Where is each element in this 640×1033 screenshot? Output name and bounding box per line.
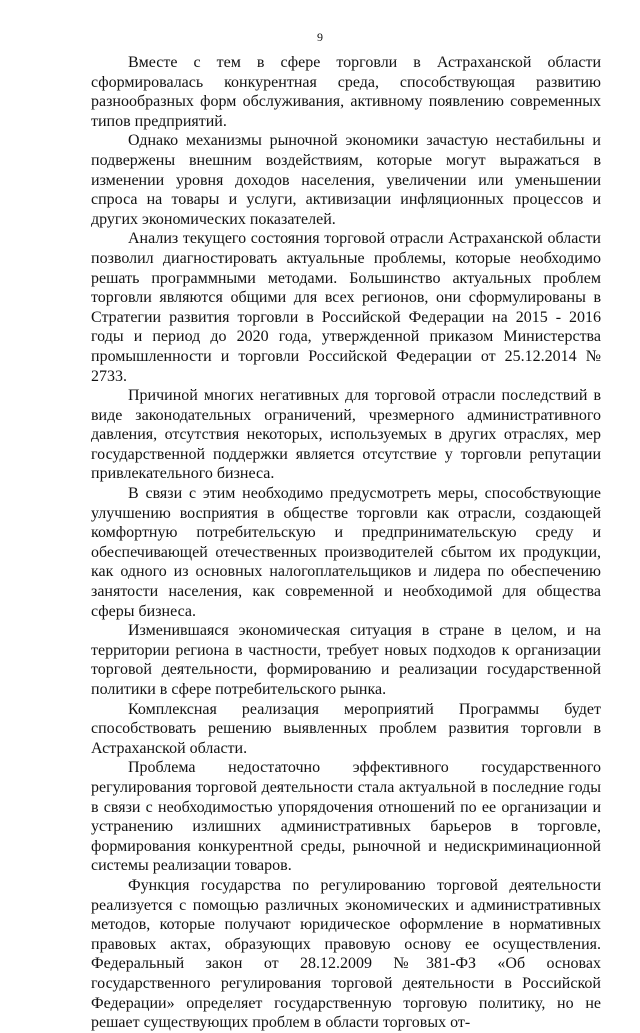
page-number: 9	[317, 30, 323, 44]
paragraph-2: Однако механизмы рыночной экономики зачастую нестабильны и подвержены внешним воздействиям, которые могут выражаться в изменении уровня доходов населения, увеличении или уменьшении спроса на товары и услуги, активизации инфляционных процессов и других экономических показателей.	[91, 132, 601, 228]
paragraph-6: Изменившаяся экономическая ситуация в стране в целом, и на территории региона в частности, требует новых подходов к организации торговой деятельности, формированию и реализации государственной политики в сфере потребительского рынка.	[91, 622, 601, 698]
paragraph-8: Проблема недостаточно эффективного государственного регулирования торговой деятельности стала актуальной в последние годы в связи с необходимостью упорядочения отношений по ее организации и устранению излишних административных барьеров в торговле, формирования конкурентной среды, рыночной и недискриминационной системы реализации товаров.	[91, 759, 601, 875]
paragraph-5: В связи с этим необходимо предусмотреть меры, способствующие улучшению восприятия в обществе торговли как отрасли, создающей комфортную потребительскую и предпринимательскую среду и обеспечивающей отечественных производителей сбытом их продукции, как одного из основных налогоплательщиков и лидера по обеспечению занятости населения, как современной и необходимой для общества сферы бизнеса.	[91, 485, 601, 620]
paragraph-1: Вместе с тем в сфере торговли в Астраханской области сформировалась конкурентная среда, способствующая развитию разнообразных форм обслуживания, активному появлению современных типов предприятий.	[91, 54, 601, 130]
body-text	[91, 53, 601, 1033]
paragraph-3: Анализ текущего состояния торговой отрасли Астраханской области позволил диагностировать актуальные проблемы, которые необходимо решать программными методами. Большинство актуальных проблем торговли являются общими для всех регионов, они сформулированы в Стратегии развития торговли в Российской Федерации на 2015 - 2016 годы и период до 2020 года, утвержденной приказом Министерства промышленности и торговли Российской Федерации от 25.12.2014 № 2733.	[91, 230, 601, 385]
paragraph-9: Функция государства по регулированию торговой деятельности реализуется с помощью различных экономических и административных методов, которые получают юридическое оформление в нормативных правовых актах, образующих правовую основу ее осуществления. Федеральный закон от 28.12.2009 №381-ФЗ «Об основах государственного регулирования торговой деятельности в Российской Федерации» определяет государственную торговую политику, но не решает существующих проблем в области торговых от-	[91, 876, 601, 1032]
paragraph-4: Причиной многих негативных для торговой отрасли последствий в виде законодательных ограничений, чрезмерного административного давления, отсутствия некоторых, используемых в других отраслях, мер государственной поддержки является отсутствие у торговли репутации привлекательного бизнеса.	[91, 387, 601, 483]
paragraph-7: Комплексная реализация мероприятий Программы будет способствовать решению выявленных проблем развития торговли в Астраханской области.	[91, 700, 601, 757]
